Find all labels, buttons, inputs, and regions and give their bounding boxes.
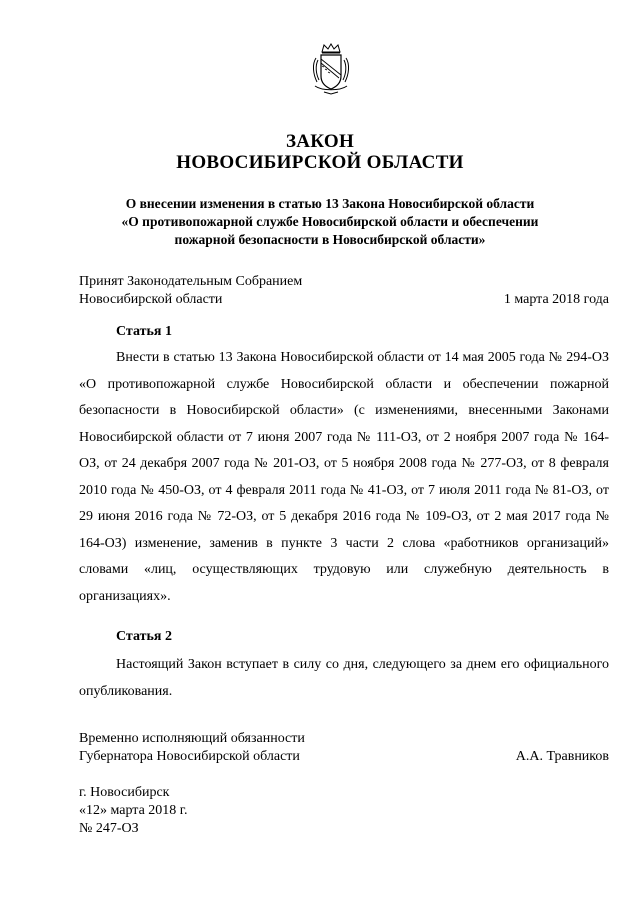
adoption-body-line: Новосибирской области (79, 292, 223, 307)
article-2-text: Настоящий Закон вступает в силу со дня, следующего за днем его официального опубликования. (79, 657, 609, 699)
law-title: ЗАКОН (285, 131, 355, 152)
adoption-date: 1 марта 2018 года (503, 292, 609, 307)
novosibirsk-coat-of-arms-icon (310, 42, 352, 96)
law-number: № 247-ОЗ (79, 821, 139, 836)
adoption-body-line: Принят Законодательным Собранием (79, 274, 303, 289)
article-1-heading: Статья 1 (116, 324, 172, 339)
signing-date: «12» марта 2018 г. (79, 803, 188, 818)
article-2-heading: Статья 2 (116, 629, 172, 644)
law-region-title: НОВОСИБИРСКОЙ ОБЛАСТИ (176, 152, 464, 173)
subject-line: О внесении изменения в статью 13 Закона Новосибирской области (125, 196, 535, 211)
adoption-block (79, 273, 609, 309)
signer-title-line: Временно исполняющий обязанности (79, 731, 305, 746)
article-1-text: Внести в статью 13 Закона Новосибирской области от 14 мая 2005 года № 294-ОЗ «О противопожарной службе Новосибирской области и обеспечении пожарной безопасности в Новосибирской области» (с изменениями, внесенными Законами Новосибирской области от 7 июня 2007 года № 111-ОЗ, от 2 ноября 2007 года № 164-ОЗ, от 24 декабря 2007 года № 201-ОЗ, от 5 ноября 2008 года № 277-ОЗ, от 8 февраля 2010 года № 450-ОЗ, от 4 февраля 2011 года № 41-ОЗ, от 7 июля 2011 года № 81-ОЗ, от 29 июня 2016 года № 72-ОЗ, от 5 декабря 2016 года № 109-ОЗ, от 2 мая 2017 года № 164-ОЗ) изменение, заменив в пункте 3 части 2 слова «работников организаций» словами «лиц, осуществляющих трудовую или служебную деятельность в организациях». (79, 350, 609, 604)
law-subject (60, 195, 600, 249)
signature-block (79, 730, 609, 766)
signer-name: А.А. Травников (515, 749, 609, 764)
place-date-number (79, 784, 187, 838)
city: г. Новосибирск (79, 785, 170, 800)
subject-line: «О противопожарной службе Новосибирской области и обеспечении (121, 214, 539, 229)
signer-title-line: Губернатора Новосибирской области (79, 749, 300, 764)
subject-line: пожарной безопасности в Новосибирской области» (174, 232, 486, 247)
